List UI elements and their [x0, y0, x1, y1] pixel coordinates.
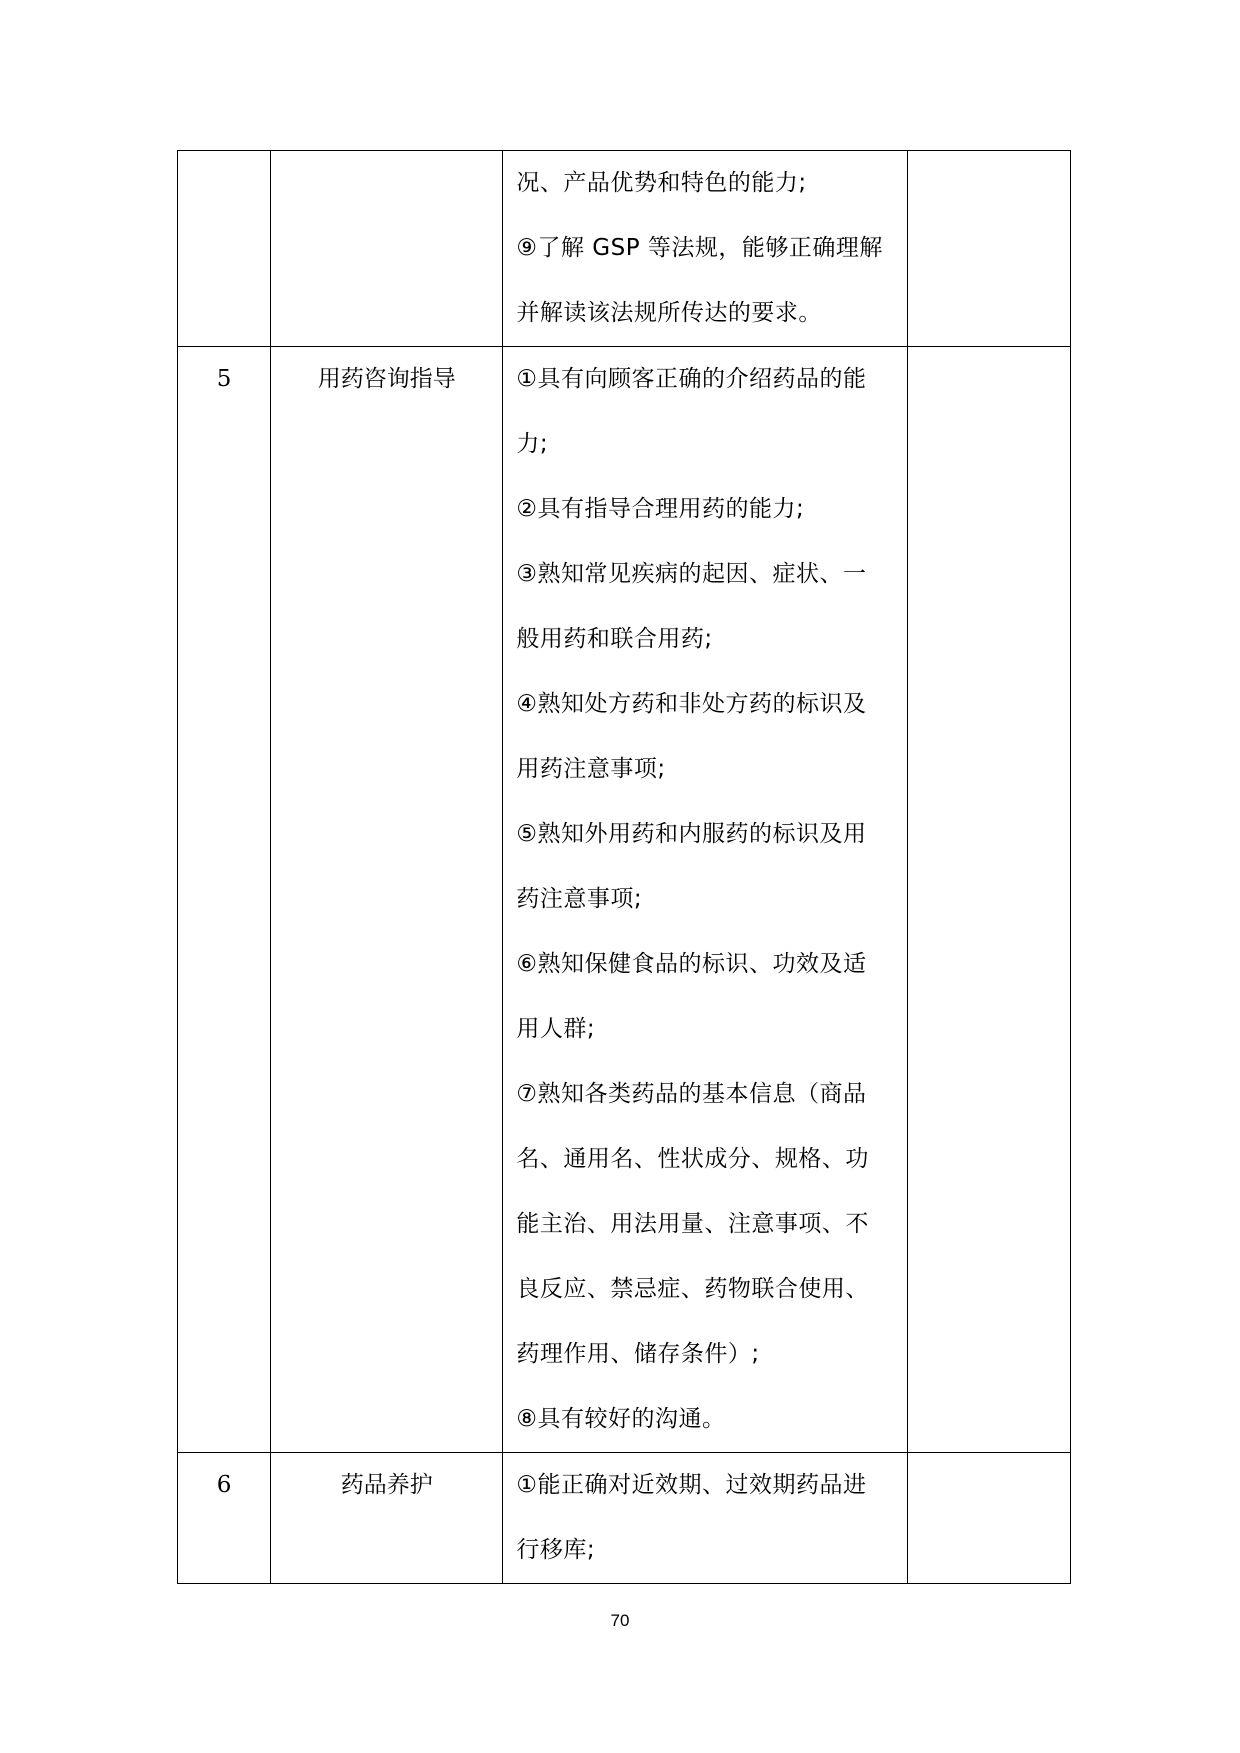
note-cell — [907, 1453, 1070, 1584]
row-number-cell: 6 — [178, 1453, 271, 1584]
row-number-cell — [178, 151, 271, 347]
requirements-cell — [503, 347, 907, 1453]
note-cell — [907, 347, 1070, 1453]
requirement-line: ③熟知常见疾病的起因、症状、一 — [516, 561, 867, 587]
requirement-line: 药理作用、储存条件）; — [516, 1341, 760, 1367]
table-row — [178, 347, 1071, 1453]
table-row — [178, 151, 1071, 347]
item-name-cell: 用药咨询指导 — [271, 347, 503, 1453]
requirement-line: ⑦熟知各类药品的基本信息（商品 — [516, 1081, 867, 1107]
requirement-line: 名、通用名、性状成分、规格、功 — [516, 1146, 869, 1172]
requirements-table — [177, 150, 1071, 1584]
note-cell — [907, 151, 1070, 347]
requirement-line: ①具有向顾客正确的介绍药品的能 — [516, 366, 867, 392]
row-number-cell: 5 — [178, 347, 271, 1453]
item-name-cell: 药品养护 — [271, 1453, 503, 1584]
requirements-cell — [503, 1453, 907, 1584]
requirements-list — [503, 1453, 906, 1583]
requirements-list — [503, 347, 906, 1452]
requirement-line: 药注意事项; — [516, 886, 643, 912]
table-row — [178, 1453, 1071, 1584]
requirement-line: 用药注意事项; — [516, 756, 666, 782]
requirement-line: ⑨了解 GSP 等法规，能够正确理解 — [516, 235, 883, 261]
requirement-line: 力; — [516, 431, 549, 457]
item-name-cell — [271, 151, 503, 347]
requirement-line: ⑥熟知保健食品的标识、功效及适 — [516, 951, 867, 977]
requirement-line: ⑤熟知外用药和内服药的标识及用 — [516, 821, 867, 847]
requirement-line: 并解读该法规所传达的要求。 — [516, 300, 822, 326]
requirement-line: ②具有指导合理用药的能力; — [516, 496, 805, 522]
requirements-cell — [503, 151, 907, 347]
requirement-line: 能主治、用法用量、注意事项、不 — [516, 1211, 869, 1237]
requirements-list — [503, 151, 906, 346]
requirement-line: 般用药和联合用药; — [516, 626, 713, 652]
requirement-line: 况、产品优势和特色的能力; — [516, 170, 807, 196]
requirement-line: ①能正确对近效期、过效期药品进 — [516, 1472, 867, 1498]
page-number: 70 — [610, 1611, 630, 1630]
requirement-line: ⑧具有较好的沟通。 — [516, 1406, 726, 1432]
requirement-line: 良反应、禁忌症、药物联合使用、 — [516, 1276, 869, 1302]
requirement-line: ④熟知处方药和非处方药的标识及 — [516, 691, 867, 717]
requirement-line: 用人群; — [516, 1016, 596, 1042]
requirement-line: 行移库; — [516, 1537, 596, 1563]
